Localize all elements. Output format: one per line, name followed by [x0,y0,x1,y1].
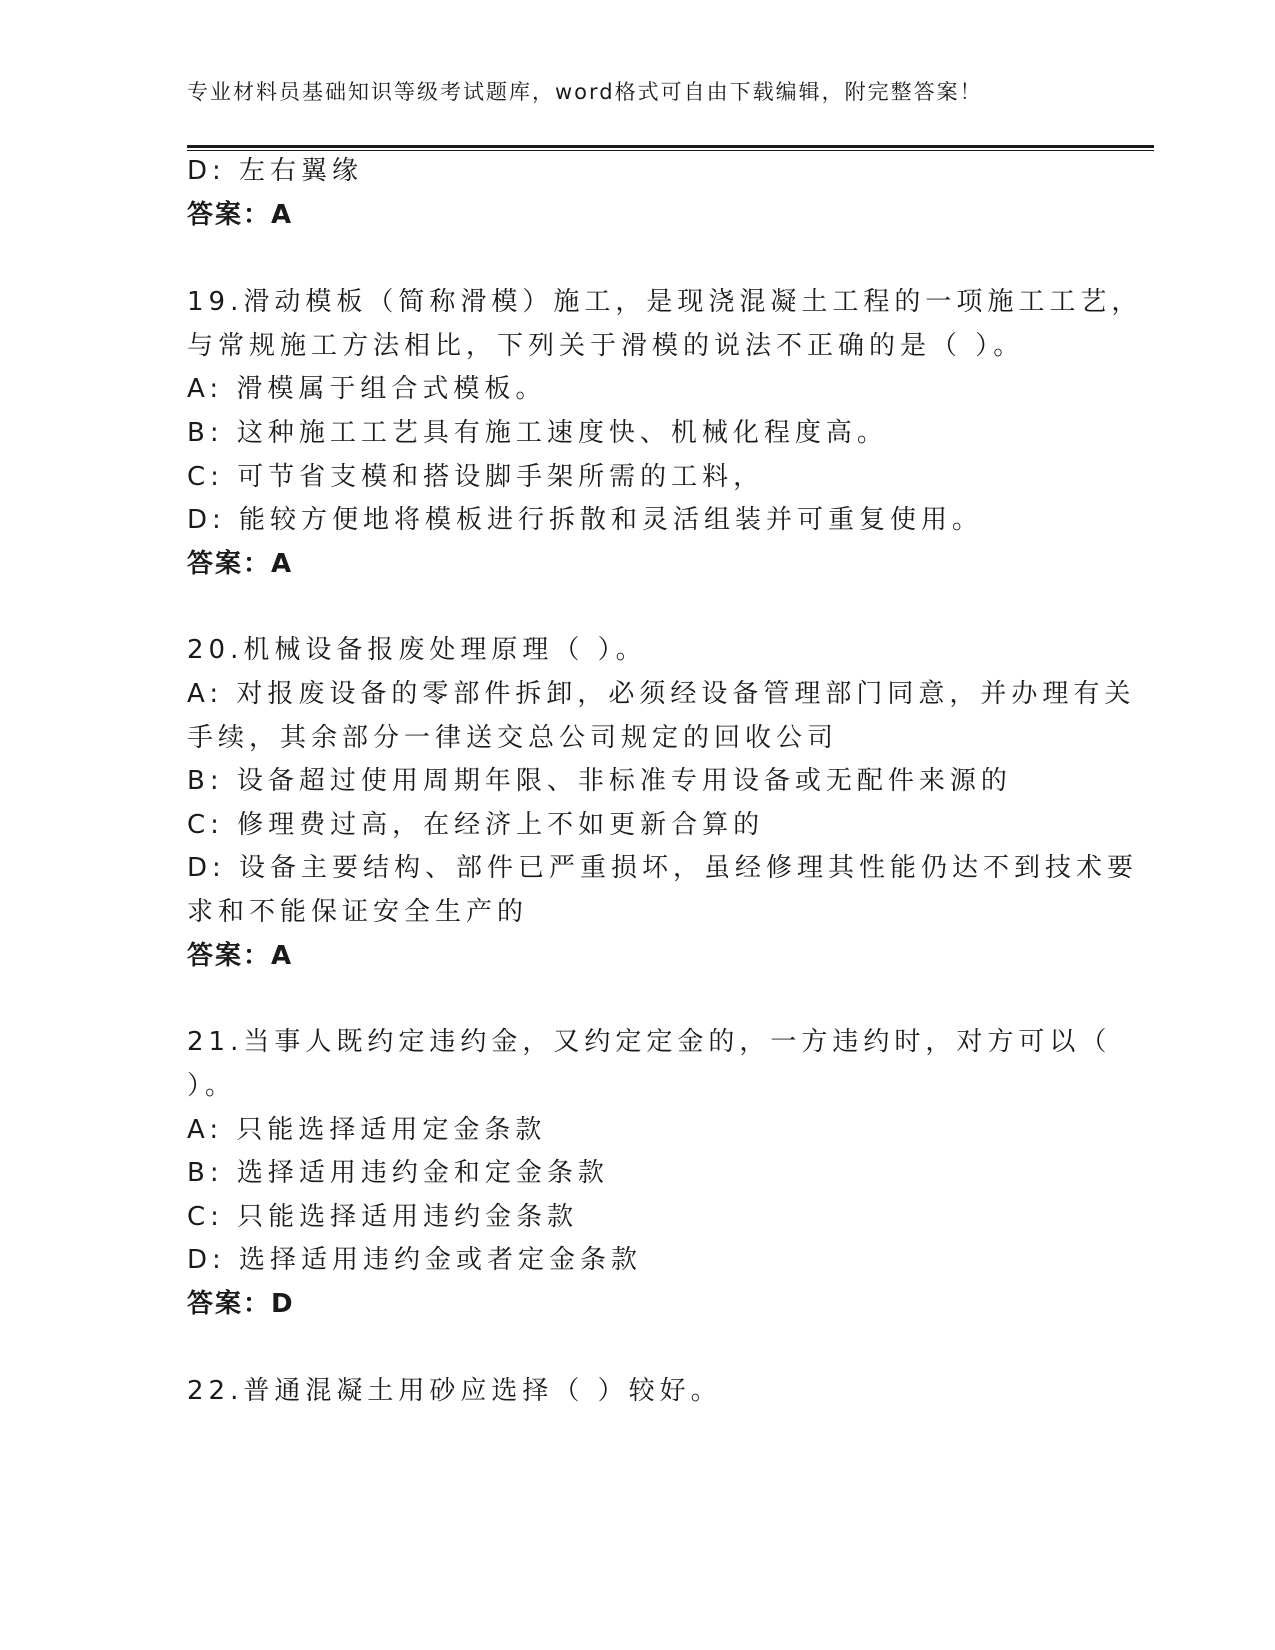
q19-answer: 答案：A [187,549,294,579]
q20-option-c: C: 修理费过高，在经济上不如更新合算的 [187,810,765,840]
q20-stem: 20.机械设备报废处理原理（ ）。 [187,635,647,665]
q21-stem-line2: ）。 [187,1071,237,1101]
q20-option-b: B: 设备超过使用周期年限、非标准专用设备或无配件来源的 [187,766,1012,796]
page-header: 专业材料员基础知识等级考试题库，word格式可自由下载编辑，附完整答案！ [187,80,983,104]
q20-option-a-line1: A: 对报废设备的零部件拆卸，必须经设备管理部门同意，并办理有关 [187,679,1136,709]
q21-option-b: B: 选择适用违约金和定金条款 [187,1158,609,1188]
q21-stem-line1: 21.当事人既约定违约金，又约定定金的，一方违约时，对方可以（ [187,1027,1112,1057]
header-divider-thick [187,145,1154,148]
q20-answer: 答案：A [187,941,294,971]
q19-option-a: A: 滑模属于组合式模板。 [187,374,547,404]
q19-stem-line1: 19.滑动模板（简称滑模）施工，是现浇混凝土工程的一项施工工艺， [187,287,1143,317]
q19-option-c: C: 可节省支模和搭设脚手架所需的工料， [187,462,765,492]
q18-option-d: D: 左右翼缘 [187,156,364,186]
q20-option-d-line1: D: 设备主要结构、部件已严重损坏，虽经修理其性能仍达不到技术要 [187,853,1139,883]
q22-stem: 22.普通混凝土用砂应选择（ ）较好。 [187,1376,722,1406]
header-divider-thin [187,150,1154,151]
q19-option-b: B: 这种施工工艺具有施工速度快、机械化程度高。 [187,418,888,448]
q21-option-d: D: 选择适用违约金或者定金条款 [187,1245,643,1275]
q21-answer: 答案：D [187,1289,295,1319]
q20-option-a-line2: 手续，其余部分一律送交总公司规定的回收公司 [187,723,839,753]
q19-stem-line2: 与常规施工方法相比，下列关于滑模的说法不正确的是（ ）。 [187,331,1025,361]
q20-option-d-line2: 求和不能保证安全生产的 [187,897,529,927]
q18-answer: 答案：A [187,200,294,230]
q19-option-d: D: 能较方便地将模板进行拆散和灵活组装并可重复使用。 [187,505,984,535]
q21-option-a: A: 只能选择适用定金条款 [187,1115,547,1145]
q21-option-c: C: 只能选择适用违约金条款 [187,1202,579,1232]
